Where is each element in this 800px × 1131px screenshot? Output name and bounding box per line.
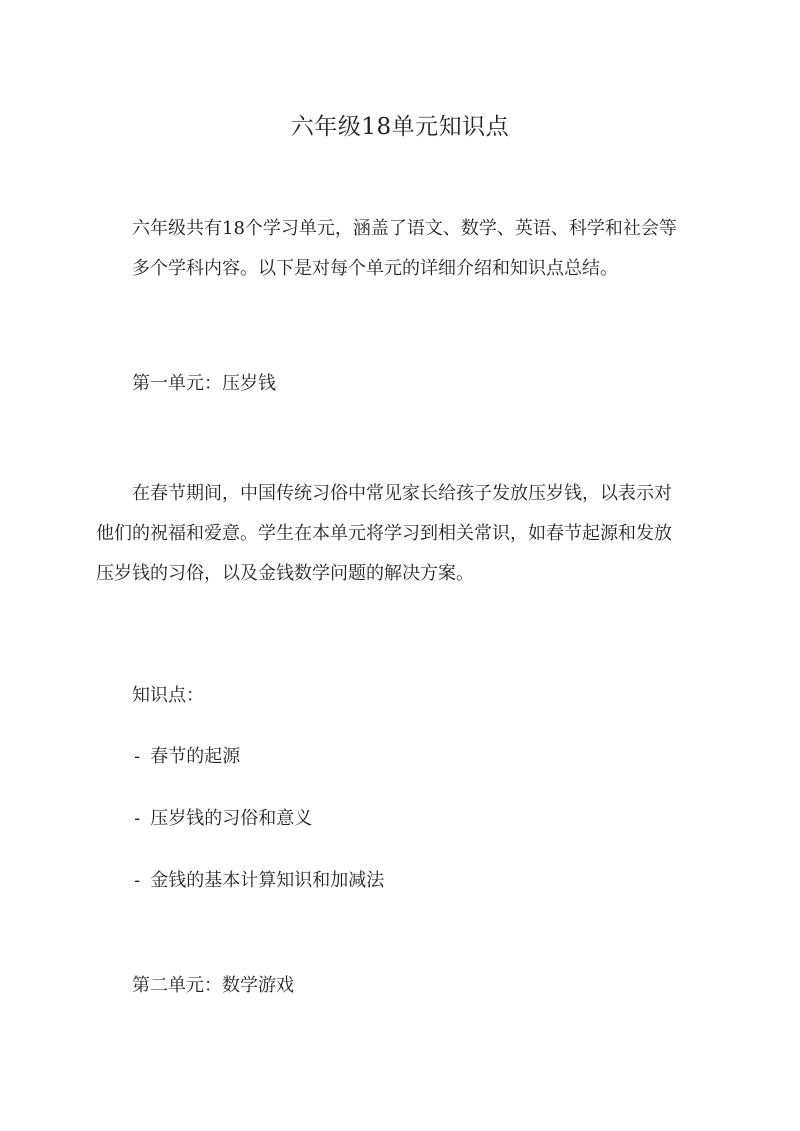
intro-paragraph xyxy=(132,209,700,289)
unit1-line-1: 在春节期间，中国传统习俗中常见家长给孩子发放压岁钱，以表示对 xyxy=(132,483,672,504)
unit1-line-3: 压岁钱的习俗，以及金钱数学问题的解决方案。 xyxy=(96,563,474,584)
bullet-dash: - xyxy=(132,809,143,829)
unit1-heading: 第一单元：压岁钱 xyxy=(132,373,276,394)
intro-line-1: 六年级共有18个学习单元，涵盖了语文、数学、英语、科学和社会等 xyxy=(132,218,677,239)
list-item xyxy=(132,861,700,901)
unit1-knowledge-label: 知识点： xyxy=(132,685,204,706)
bullet-dash: - xyxy=(132,747,143,767)
bullet-dash: - xyxy=(132,871,143,891)
unit1-paragraph xyxy=(96,474,700,594)
unit1-line-2: 他们的祝福和爱意。学生在本单元将学习到相关常识，如春节起源和发放 xyxy=(96,523,672,544)
list-item-text: 压岁钱的习俗和意义 xyxy=(150,808,313,829)
document-title: 六年级18单元知识点 xyxy=(290,114,510,141)
unit2-heading: 第二单元：数学游戏 xyxy=(132,975,294,996)
list-item xyxy=(132,737,700,777)
intro-line-2: 多个学科内容。以下是对每个单元的详细介绍和知识点总结。 xyxy=(132,258,618,279)
list-item-text: 春节的起源 xyxy=(150,746,241,767)
list-item-text: 金钱的基本计算知识和加减法 xyxy=(150,870,385,891)
list-item xyxy=(132,799,700,839)
